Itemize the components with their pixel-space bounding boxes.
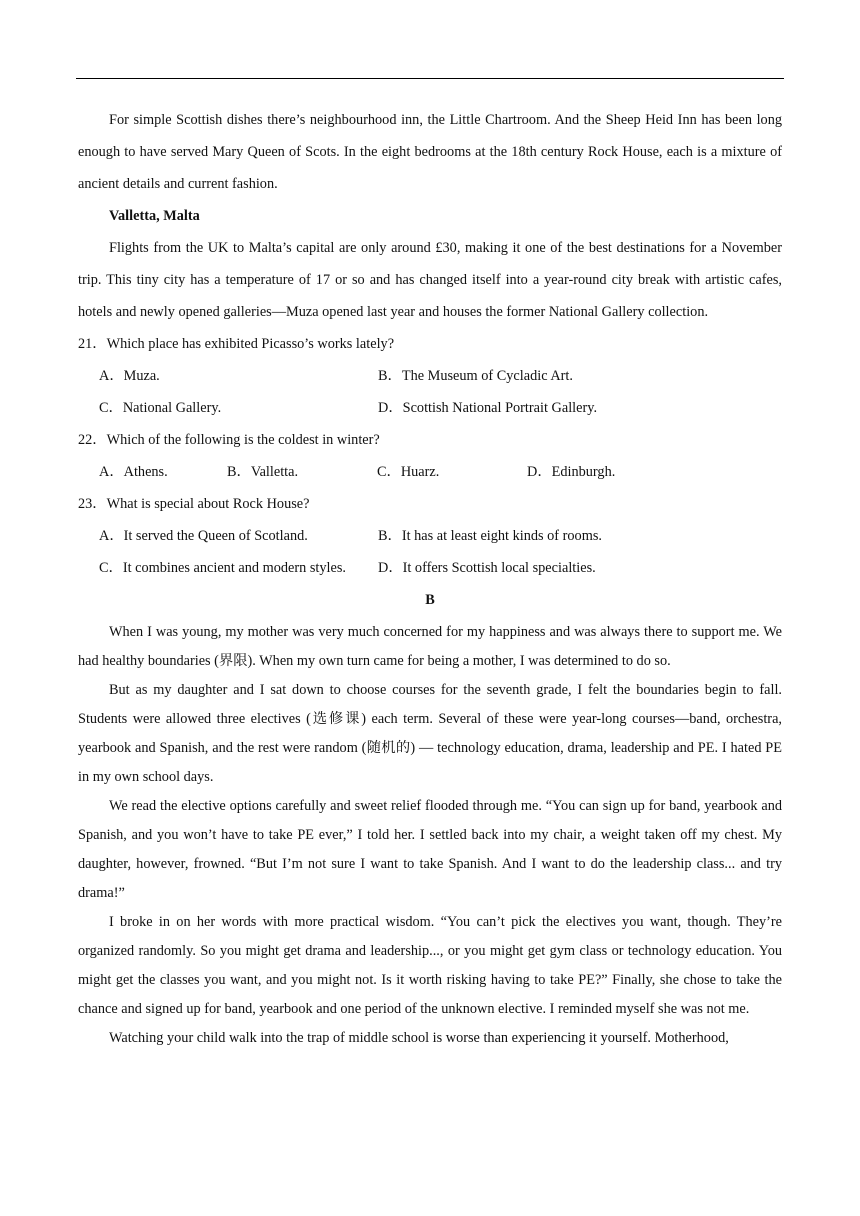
option-c: C．Huarz. (377, 464, 440, 480)
option-d: D．It offers Scottish local specialties. (378, 560, 596, 576)
question-21-options-row-1 (78, 360, 782, 392)
option-a: A．Muza. (99, 368, 160, 384)
question-21-options-row-2 (78, 392, 782, 424)
question-21: 21．Which place has exhibited Picasso’s works lately? (78, 336, 395, 352)
option-a: A．Athens. (99, 464, 168, 480)
section-title-b: B (425, 592, 435, 608)
option-d: D．Edinburgh. (527, 464, 616, 480)
passage-paragraph: But as my daughter and I sat down to choose courses for the seventh grade, I felt the boundaries begin to fall. Students were allowed three electives (选修课) each term. Several of these were year-long courses—band, orchestra, yearbook and Spanish, and the rest were random (随机的) — technology education, drama, leadership and PE. I hated PE in my own school days. (78, 682, 782, 785)
passage-paragraph: We read the elective options carefully and sweet relief flooded through me. “You can sign up for band, yearbook and Spanish, and you won’t have to take PE ever,” I told her. I settled back into my chair, a weight taken off my chest. My daughter, however, frowned. “But I’m not sure I want to take Spanish. And I want to do the leadership class... and try drama!” (78, 798, 782, 901)
option-d: D．Scottish National Portrait Gallery. (378, 400, 598, 416)
question-22: 22．Which of the following is the coldest in winter? (78, 432, 380, 448)
intro-paragraph: For simple Scottish dishes there’s neighbourhood inn, the Little Chartroom. And the Sheep Heid Inn has been long enough to have served Mary Queen of Scots. In the eight bedrooms at the 18th century Rock House, each is a mixture of ancient details and current fashion. (78, 112, 782, 192)
section-heading-valletta: Valletta, Malta (109, 208, 200, 224)
question-23-options-row-1 (78, 520, 782, 552)
question-23-options-row-2 (78, 552, 782, 584)
question-22-options-row (78, 456, 782, 488)
question-23: 23．What is special about Rock House? (78, 496, 310, 512)
passage-paragraph: When I was young, my mother was very much concerned for my happiness and was always there to support me. We had healthy boundaries (界限). When my own turn came for being a mother, I was determined to do so. (78, 624, 782, 669)
passage-paragraph: Watching your child walk into the trap of middle school is worse than experiencing it yourself. Motherhood, (109, 1030, 729, 1046)
option-b: B．The Museum of Cycladic Art. (378, 368, 573, 384)
option-b: B．It has at least eight kinds of rooms. (378, 528, 602, 544)
passage-paragraph: I broke in on her words with more practical wisdom. “You can’t pick the electives you want, though. They’re organized randomly. So you might get drama and leadership..., or you might get gym class or technology education. You might get the classes you want, and you might not. Is it worth risking having to take PE?” Finally, she chose to take the chance and signed up for band, yearbook and one period of the unknown elective. I reminded myself she was not me. (78, 914, 782, 1017)
option-a: A．It served the Queen of Scotland. (99, 528, 308, 544)
option-c: C．National Gallery. (99, 400, 222, 416)
valletta-paragraph: Flights from the UK to Malta’s capital are only around £30, making it one of the best destinations for a November trip. This tiny city has a temperature of 17 or so and has changed itself into a year-round city break with artistic cafes, hotels and newly opened galleries—Muza opened last year and houses the former National Gallery collection. (78, 240, 782, 320)
option-b: B．Valletta. (227, 464, 299, 480)
option-c: C．It combines ancient and modern styles. (99, 560, 346, 576)
document-page (78, 104, 782, 1053)
header-rule (76, 78, 784, 79)
